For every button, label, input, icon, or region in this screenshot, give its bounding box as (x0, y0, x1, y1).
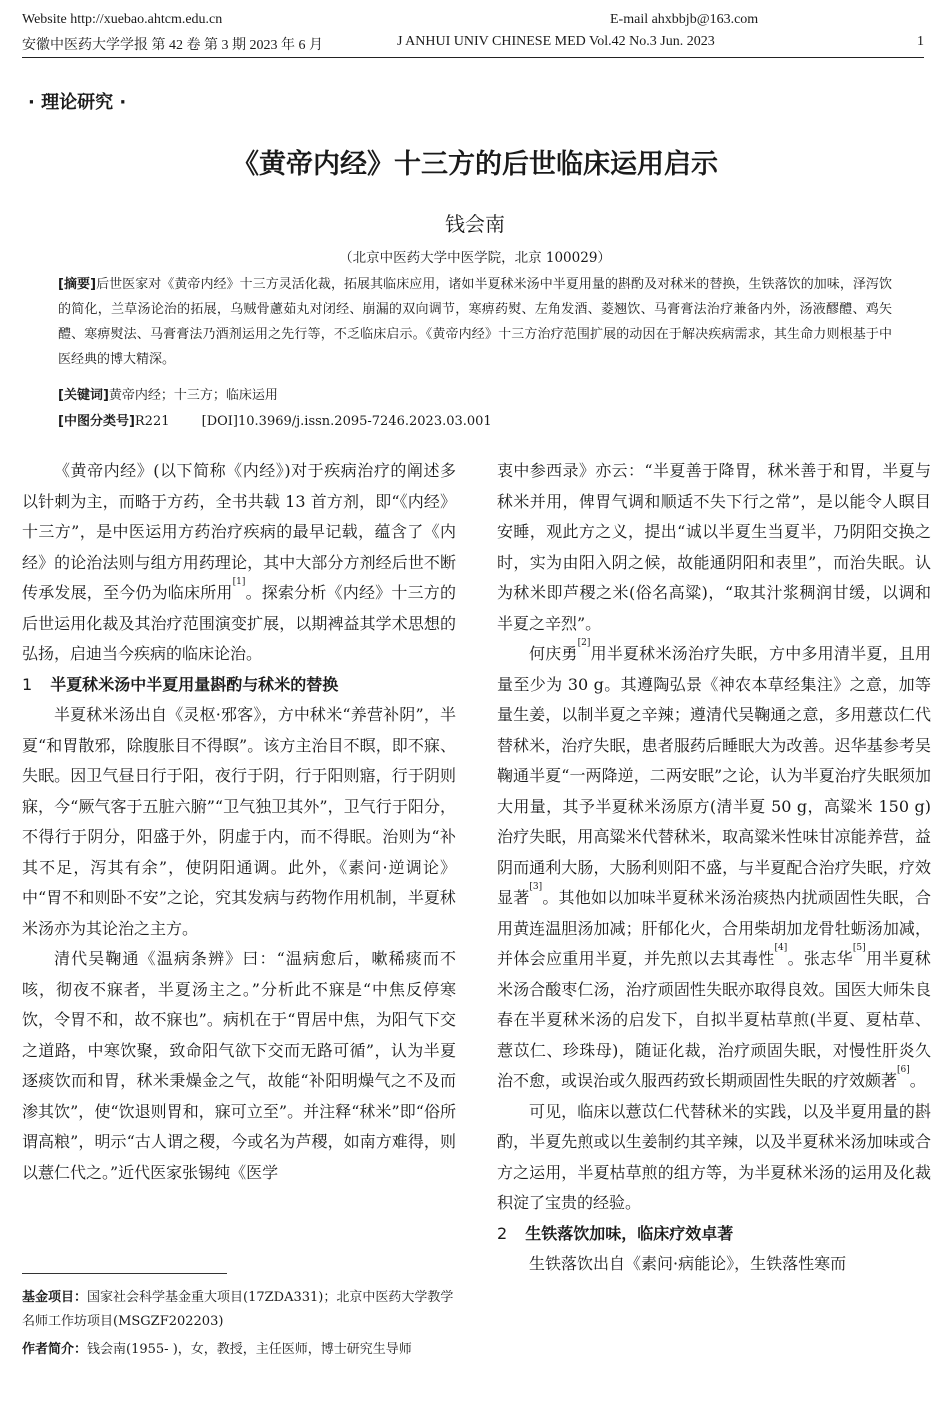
article-title: 《黄帝内经》十三方的后世临床运用启示 (232, 149, 718, 180)
section-tag: · 理论研究 · (28, 92, 127, 113)
text-run: 。张志华 (787, 949, 853, 968)
paragraph: 生铁落饮出自《素问·病能论》，生铁落性寒而 (529, 1254, 847, 1273)
body-column-right (497, 456, 931, 1280)
citation-ref: [5] (852, 943, 866, 953)
author-bio-text: 钱会南(1955- )，女，教授，主任医师，博士研究生导师 (87, 1342, 412, 1357)
journal-name-en: J ANHUI UNIV CHINESE MED Vol.42 No.3 Jun. 2023 (397, 34, 715, 49)
doi-label: [DOI] (201, 414, 238, 429)
abstract-text: 后世医家对《黄帝内经》十三方灵活化裁，拓展其临床应用，诸如半夏秫米汤中半夏用量的斟酌及对秫米的替换，生铁落饮的加味，泽泻饮的简化，兰草汤论治的拓展，乌贼骨藘茹丸对闭经、崩漏的双向调节，寒痹药熨、左角发酒、菱翘饮、马膏膏法治疗兼备内外，汤液醪醴、鸡矢醴、寒痹熨法、马膏膏法乃酒剂运用之先行等，不乏临床启示。《黄帝内经》十三方治疗范围扩展的动因在于解决疾病需求，其生命力则根基于中医经典的博大精深。 (58, 277, 892, 367)
abstract (58, 272, 892, 372)
section-heading-2 (497, 1219, 931, 1250)
text-run: 何庆勇 (529, 644, 578, 663)
citation-ref: [6] (897, 1065, 910, 1075)
paragraph: 清代吴鞠通《温病条辨》曰：“温病愈后，嗽稀痰而不咳，彻夜不寐者，半夏汤主之。”分析此不寐是“中焦反停寒饮，令胃不和，故不寐也”。病机在于“胃居中焦，为阳气下交之道路，中寒饮聚，致命阳气欲下交而无路可循”，认为半夏逐痰饮而和胃，秫米秉燥金之气，故能“补阳明燥气之不及而渗其饮”，使“饮退则胃和，寐可立至”。并注释“秫米”即“俗所谓高粮”，明示“古人谓之稷，今或名为芦稷，如南方难得，则以薏仁代之。”近代医家张锡纯《医学 (22, 949, 456, 1182)
section-title: 半夏秫米汤中半夏用量斟酌与秫米的替换 (50, 674, 339, 694)
text-run: 用半夏秫米汤治疗失眠，方中多用清半夏，且用量至少为 30 g。其遵陶弘景《神农本草经集注》之意，加等量生姜，以制半夏之辛辣；遵清代吴鞠通之意，多用薏苡仁代替秫米，治疗失眠，患者服药后睡眠大为改善。迟华基参考吴鞠通半夏“一两降逆，二两安眠”之论，认为半夏治疗失眠须加大用量，其予半夏秫米汤原方(清半夏 50 g，高粱米 150 g)治疗失眠，用高粱米代替秫米，取高粱米性味甘凉能养营，益阴而通利大肠，大肠利则阳不盛，与半夏配合治疗失眠，疗效显著 (497, 644, 931, 907)
text-run: 。其他如以加味半夏秫米汤治痰热内扰顽固性失眠，合用黄连温胆汤加减；肝郁化火，合用柴胡加龙骨牡蛎汤加减，并体会应重用半夏，并先煎以去其毒性 (497, 888, 931, 968)
journal-website: Website http://xuebao.ahtcm.edu.cn (22, 12, 223, 27)
section-heading-1 (22, 670, 456, 701)
keywords (58, 384, 278, 403)
abstract-label: [摘要] (58, 277, 97, 292)
citation-ref: [2] (577, 638, 591, 648)
footnote-funding (22, 1286, 462, 1334)
funding-label: 基金项目： (22, 1290, 88, 1305)
paragraph: 衷中参西录》亦云：“半夏善于降胃，秫米善于和胃，半夏与秫米并用，俾胃气调和顺适不失下行之常”，是以能令人瞑目安睡，观此方之义，提出“诚以半夏生当夏半，乃阴阳交换之时，实为由阳入阴之候，故能通阴阳和表里”，而治失眠。认为秫米即芦稷之米(俗名高粱)，“取其汁浆稠润甘缓，以调和半夏之辛烈”。 (497, 461, 931, 633)
paragraph: 半夏秫米汤出自《灵枢·邪客》，方中秫米“养营补阴”，半夏“和胃散邪，除腹胀目不得瞑”。该方主治目不瞑，即不寐、失眠。因卫气昼日行于阳，夜行于阴，行于阳则寤，行于阴则寐，今“厥气客于五脏六腑”“卫气独卫其外”，卫气行于阳分，不得行于阴分，阳盛于外，阴虚于内，而不得眠。治则为“补其不足，泻其有余”，使阴阳通调。此外，《素问·逆调论》中“胃不和则卧不安”之论，究其发病与药物作用机制，半夏秫米汤亦为其论治之主方。 (22, 705, 456, 938)
text-run: 。探索分析《内经》十三方的后世运用化裁及其治疗范围演变扩展，以期裨益其学术思想的弘扬，启迪当今疾病的临床论治。 (22, 583, 456, 663)
section-title: 生铁落饮加味，临床疗效卓著 (525, 1223, 734, 1243)
text-run: 《黄帝内经》(以下简称《内经》)对于疾病治疗的阐述多以针刺为主，而略于方药，全书共载 13 首方剂，即“《内经》十三方”，是中医运用方药治疗疾病的最早记载，蕴含了《内经》的论治法则与组方用药理论，其中大部分方剂经后世不断传承发展，至今仍为临床所用 (22, 461, 456, 602)
page-number: 1 (917, 34, 924, 49)
citation-ref: [4] (774, 943, 788, 953)
journal-email: E-mail ahxbbjb@163.com (610, 12, 759, 27)
paragraph: 可见，临床以薏苡仁代替秫米的实践，以及半夏用量的斟酌，半夏先煎或以生姜制约其辛辣，以及半夏秫米汤加味或合方之运用，半夏枯草煎的组方等，为半夏秫米汤的运用及化裁积淀了宝贵的经验。 (497, 1101, 931, 1212)
citation-ref: [1] (232, 577, 246, 587)
classification-line (58, 410, 492, 429)
text-run: 。 (909, 1071, 926, 1090)
citation-ref: [3] (529, 882, 543, 892)
header-rule (22, 57, 924, 58)
author-bio-label: 作者简介： (22, 1342, 88, 1357)
paragraph (22, 456, 456, 670)
paragraph (497, 639, 931, 1097)
doi-value: 10.3969/j.issn.2095-7246.2023.03.001 (238, 414, 492, 429)
body-column-left (22, 456, 456, 1188)
funding-text: 国家社会科学基金重大项目(17ZDA331)；北京中医药大学教学名师工作坊项目(MSGZF202203) (22, 1290, 454, 1329)
author-affiliation: （北京中医药大学中医学院，北京 100029） (339, 250, 611, 266)
footnote-author (22, 1338, 462, 1362)
journal-name-cn: 安徽中医药大学学报 第 42 卷 第 3 期 2023 年 6 月 (22, 38, 323, 53)
section-number: 1 (22, 674, 33, 694)
text-run: 用半夏秫米汤合酸枣仁汤，治疗顽固性失眠亦取得良效。国医大师朱良春在半夏秫米汤的启发下，自拟半夏枯草煎(半夏、夏枯草、薏苡仁、珍珠母)，随证化裁，治疗顽固失眠，对慢性肝炎久治不愈，或误治或久服西药致长期顽固性失眠的疗效颇著 (497, 949, 931, 1090)
keywords-text: 黄帝内经；十三方；临床运用 (108, 388, 278, 403)
classification-code: R221 (134, 414, 170, 429)
section-number: 2 (497, 1223, 508, 1243)
classification-label: [中图分类号] (58, 414, 135, 429)
footnote-rule (22, 1273, 227, 1274)
article-author: 钱会南 (445, 212, 505, 236)
keywords-label: [关键词] (58, 388, 109, 403)
